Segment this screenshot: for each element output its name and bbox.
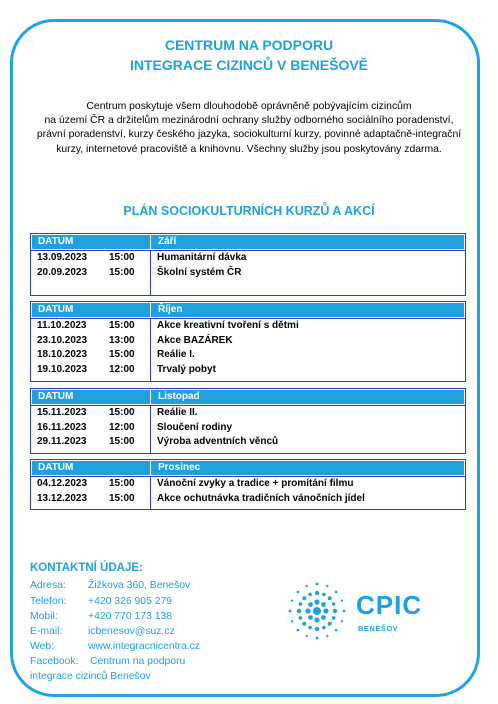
cpic-logo-icon [285,579,349,643]
month-name: Listopad [158,391,200,402]
event-time: 13:00 [109,334,135,346]
intro-line: právní poradenství, kurzy českého jazyka, sociokulturní kurzy, povinné adaptačně-integrační [36,129,462,141]
intro-text [26,100,472,157]
month-name: Říjen [158,304,183,315]
event-row [31,435,465,450]
event-date: 23.10.2023 [37,334,88,346]
contact-label: Mobil: [30,611,58,622]
phone-value[interactable]: +420 326 905 279 [88,596,173,607]
intro-line: kurzy, internetové pracoviště a knihovnu. Všechny služby jsou poskytovány zdarma. [56,143,442,155]
event-row [31,319,465,334]
mobile-value[interactable]: +420 770 173 138 [88,611,173,622]
event-title: Vánoční zvyky a tradice + promítání filmu [157,478,354,489]
event-date: 19.10.2023 [37,363,88,375]
event-time: 15:00 [109,266,135,278]
month-header [32,390,464,404]
event-title: Školní systém ČR [157,266,242,278]
event-row [31,477,465,492]
month-name: Září [158,236,177,247]
event-date: 16.11.2023 [37,421,87,433]
contact-label: Facebook: [30,656,79,667]
event-row [31,251,465,266]
event-date: 13.12.2023 [37,492,88,504]
event-title: Akce BAZÁREK [157,334,233,346]
contact-label: Web: [30,641,55,652]
event-title: Trvalý pobyt [157,363,216,375]
month-header [32,303,464,317]
contacts-title: KONTAKTNÍ ÚDAJE: [30,562,143,574]
event-time: 15:00 [109,349,135,361]
address-value: Žižkova 360, Benešov [88,580,191,591]
facebook-link[interactable]: integrace cizinců Benešov [30,671,151,682]
date-column-header: DATUM [38,391,74,402]
event-time: 15:00 [109,436,135,448]
event-title: Reálie II. [157,407,198,418]
event-title: Výroba adventních věnců [157,436,279,448]
web-link[interactable]: www.integracnicentra.cz [88,641,201,652]
event-date: 13.09.2023 [37,252,88,263]
contact-label: Adresa: [30,580,66,591]
month-table-december [30,459,466,510]
date-column-header: DATUM [38,304,74,315]
event-time: 15:00 [109,492,135,504]
header-title-line2: INTEGRACE CIZINCŮ V BENEŠOVĚ [129,57,369,73]
date-column-header: DATUM [38,462,74,473]
month-table-november [30,388,466,454]
header-title-line1: CENTRUM NA PODPORU [164,37,334,53]
event-time: 12:00 [109,363,135,375]
contact-label: E-mail: [30,626,63,637]
event-time: 15:00 [109,407,135,418]
logo-name: CPIC [356,590,423,620]
event-row [31,348,465,363]
event-date: 18.10.2023 [37,349,88,361]
event-date: 29.11.2023 [37,436,87,448]
date-column-header: DATUM [38,236,74,247]
event-row [31,492,465,507]
event-row [31,266,465,281]
month-table-october [30,301,466,382]
month-header [32,461,464,475]
event-time: 15:00 [109,252,135,263]
month-name: Prosinec [158,462,201,473]
event-title: Reálie I. [157,349,195,361]
event-time: 12:00 [109,421,135,433]
event-row [31,363,465,378]
logo-subtitle: BENEŠOV [358,624,399,633]
email-link[interactable]: icbenesov@suz.cz [88,626,175,637]
event-row [31,334,465,349]
event-date: 20.09.2023 [37,266,88,278]
event-time: 15:00 [109,320,135,331]
event-title: Akce ochutnávka tradičních vánočních jídel [157,492,365,504]
event-date: 15.11.2023 [37,407,87,418]
event-title: Akce kreativní tvoření s dětmi [157,320,299,331]
month-header [32,235,464,249]
intro-line: Centrum poskytuje všem dlouhodobě oprávněně pobývajícím cizincům [86,101,412,112]
event-date: 11.10.2023 [37,320,87,331]
event-time: 15:00 [109,478,135,489]
event-row [31,421,465,436]
month-table-september [30,233,466,296]
intro-line: na území ČR a držitelům mezinárodní ochrany služby odborného sociálního poradenství, [44,115,454,127]
contact-label: Telefon: [30,596,67,607]
event-row [31,406,465,421]
event-title: Sloučení rodiny [157,421,233,433]
event-date: 04.12.2023 [37,478,88,489]
plan-title: PLÁN SOCIOKULTURNÍCH KURZŮ A AKCÍ [123,204,375,218]
facebook-link[interactable]: Centrum na podporu [90,656,186,667]
event-title: Humanitární dávka [157,252,247,263]
